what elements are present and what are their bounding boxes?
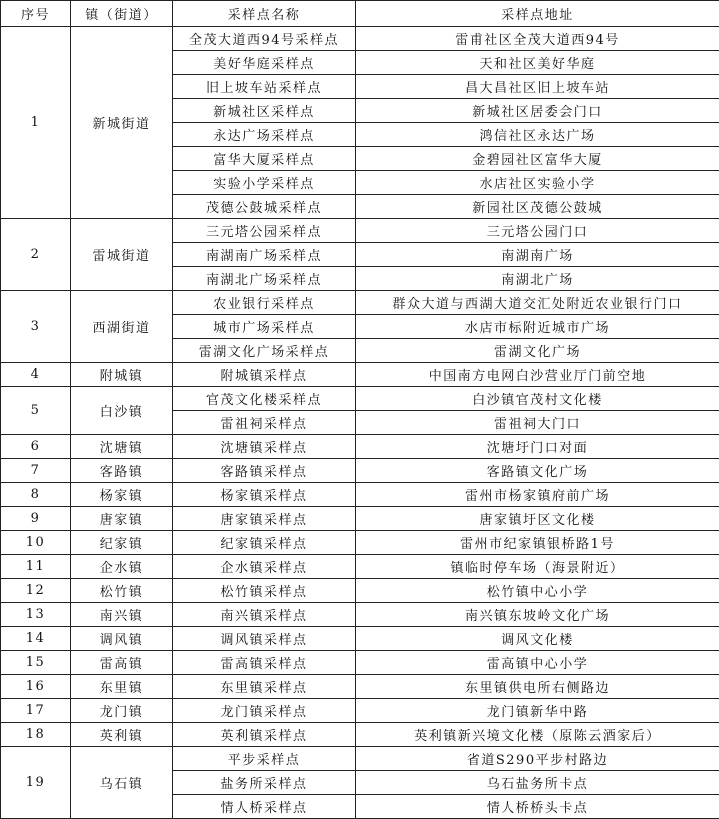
site-name: 富华大厦采样点 xyxy=(173,147,356,171)
town-name: 企水镇 xyxy=(71,555,173,579)
site-address: 东里镇供电所右侧路边 xyxy=(356,675,719,699)
site-address: 雷祖祠大门口 xyxy=(356,411,719,435)
row-number: 4 xyxy=(1,363,71,387)
row-number: 19 xyxy=(1,747,71,819)
town-name: 附城镇 xyxy=(71,363,173,387)
site-address: 水店市标附近城市广场 xyxy=(356,315,719,339)
table-row xyxy=(1,555,719,579)
site-name: 永达广场采样点 xyxy=(173,123,356,147)
site-name: 三元塔公园采样点 xyxy=(173,219,356,243)
table-row xyxy=(1,363,719,387)
site-name: 东里镇采样点 xyxy=(173,675,356,699)
site-name: 雷祖祠采样点 xyxy=(173,411,356,435)
table-row xyxy=(1,27,719,51)
town-name: 松竹镇 xyxy=(71,579,173,603)
table-row xyxy=(1,435,719,459)
town-name: 雷高镇 xyxy=(71,651,173,675)
town-name: 东里镇 xyxy=(71,675,173,699)
site-name: 平步采样点 xyxy=(173,747,356,771)
site-address: 鸿信社区永达广场 xyxy=(356,123,719,147)
site-name: 全茂大道西94号采样点 xyxy=(173,27,356,51)
town-name: 南兴镇 xyxy=(71,603,173,627)
site-address: 唐家镇圩区文化楼 xyxy=(356,507,719,531)
town-name: 西湖街道 xyxy=(71,291,173,363)
site-name: 纪家镇采样点 xyxy=(173,531,356,555)
site-name: 旧上坡车站采样点 xyxy=(173,75,356,99)
table-row xyxy=(1,219,719,243)
site-address: 金碧园社区富华大厦 xyxy=(356,147,719,171)
site-name: 龙门镇采样点 xyxy=(173,699,356,723)
row-number: 5 xyxy=(1,387,71,435)
row-number: 3 xyxy=(1,291,71,363)
table-row xyxy=(1,507,719,531)
site-address: 英利镇新兴境文化楼（原陈云酒家后） xyxy=(356,723,719,747)
site-name: 调风镇采样点 xyxy=(173,627,356,651)
row-number: 11 xyxy=(1,555,71,579)
site-address: 龙门镇新华中路 xyxy=(356,699,719,723)
table-row xyxy=(1,291,719,315)
header-row xyxy=(1,1,719,27)
site-address: 新园社区茂德公鼓城 xyxy=(356,195,719,219)
site-name: 南兴镇采样点 xyxy=(173,603,356,627)
town-name: 新城街道 xyxy=(71,27,173,219)
site-name: 新城社区采样点 xyxy=(173,99,356,123)
site-address: 南湖北广场 xyxy=(356,267,719,291)
row-number: 2 xyxy=(1,219,71,291)
site-address: 南湖南广场 xyxy=(356,243,719,267)
header-town: 镇（街道） xyxy=(71,1,173,27)
town-name: 英利镇 xyxy=(71,723,173,747)
site-address: 镇临时停车场（海景附近） xyxy=(356,555,719,579)
table-row xyxy=(1,675,719,699)
table-row xyxy=(1,627,719,651)
town-name: 白沙镇 xyxy=(71,387,173,435)
site-address: 乌石盐务所卡点 xyxy=(356,771,719,795)
header-no: 序号 xyxy=(1,1,71,27)
row-number: 7 xyxy=(1,459,71,483)
table-row xyxy=(1,531,719,555)
row-number: 16 xyxy=(1,675,71,699)
site-name: 客路镇采样点 xyxy=(173,459,356,483)
site-name: 附城镇采样点 xyxy=(173,363,356,387)
town-name: 沈塘镇 xyxy=(71,435,173,459)
site-name: 美好华庭采样点 xyxy=(173,51,356,75)
site-address: 雷高镇中心小学 xyxy=(356,651,719,675)
site-address: 群众大道与西湖大道交汇处附近农业银行门口 xyxy=(356,291,719,315)
town-name: 唐家镇 xyxy=(71,507,173,531)
site-address: 三元塔公园门口 xyxy=(356,219,719,243)
site-name: 盐务所采样点 xyxy=(173,771,356,795)
site-name: 企水镇采样点 xyxy=(173,555,356,579)
row-number: 17 xyxy=(1,699,71,723)
row-number: 9 xyxy=(1,507,71,531)
site-name: 南湖北广场采样点 xyxy=(173,267,356,291)
site-address: 南兴镇东坡岭文化广场 xyxy=(356,603,719,627)
table-body xyxy=(1,27,719,819)
site-name: 茂德公鼓城采样点 xyxy=(173,195,356,219)
table-row xyxy=(1,387,719,411)
header-site-address: 采样点地址 xyxy=(356,1,719,27)
table-row xyxy=(1,651,719,675)
table-row xyxy=(1,747,719,771)
table-row xyxy=(1,483,719,507)
table-row xyxy=(1,723,719,747)
site-address: 雷湖文化广场 xyxy=(356,339,719,363)
site-address: 昌大昌社区旧上坡车站 xyxy=(356,75,719,99)
site-address: 水店社区实验小学 xyxy=(356,171,719,195)
row-number: 14 xyxy=(1,627,71,651)
site-address: 客路镇文化广场 xyxy=(356,459,719,483)
site-address: 雷州市杨家镇府前广场 xyxy=(356,483,719,507)
row-number: 18 xyxy=(1,723,71,747)
table-row xyxy=(1,603,719,627)
site-address: 雷甫社区全茂大道西94号 xyxy=(356,27,719,51)
row-number: 12 xyxy=(1,579,71,603)
town-name: 雷城街道 xyxy=(71,219,173,291)
site-address: 雷州市纪家镇银桥路1号 xyxy=(356,531,719,555)
town-name: 杨家镇 xyxy=(71,483,173,507)
site-address: 省道S290平步村路边 xyxy=(356,747,719,771)
site-address: 沈塘圩门口对面 xyxy=(356,435,719,459)
site-address: 白沙镇官茂村文化楼 xyxy=(356,387,719,411)
row-number: 10 xyxy=(1,531,71,555)
site-name: 沈塘镇采样点 xyxy=(173,435,356,459)
site-address: 松竹镇中心小学 xyxy=(356,579,719,603)
site-name: 农业银行采样点 xyxy=(173,291,356,315)
site-name: 南湖南广场采样点 xyxy=(173,243,356,267)
row-number: 13 xyxy=(1,603,71,627)
row-number: 6 xyxy=(1,435,71,459)
site-name: 雷湖文化广场采样点 xyxy=(173,339,356,363)
site-name: 英利镇采样点 xyxy=(173,723,356,747)
site-address: 情人桥桥头卡点 xyxy=(356,795,719,819)
site-name: 实验小学采样点 xyxy=(173,171,356,195)
row-number: 8 xyxy=(1,483,71,507)
table-row xyxy=(1,579,719,603)
site-name: 唐家镇采样点 xyxy=(173,507,356,531)
site-name: 雷高镇采样点 xyxy=(173,651,356,675)
site-name: 杨家镇采样点 xyxy=(173,483,356,507)
table-row xyxy=(1,699,719,723)
town-name: 纪家镇 xyxy=(71,531,173,555)
town-name: 龙门镇 xyxy=(71,699,173,723)
site-name: 官茂文化楼采样点 xyxy=(173,387,356,411)
site-address: 调风文化楼 xyxy=(356,627,719,651)
header-site-name: 采样点名称 xyxy=(173,1,356,27)
site-name: 城市广场采样点 xyxy=(173,315,356,339)
row-number: 15 xyxy=(1,651,71,675)
site-address: 中国南方电网白沙营业厅门前空地 xyxy=(356,363,719,387)
town-name: 客路镇 xyxy=(71,459,173,483)
table-row xyxy=(1,459,719,483)
site-name: 松竹镇采样点 xyxy=(173,579,356,603)
town-name: 乌石镇 xyxy=(71,747,173,819)
town-name: 调风镇 xyxy=(71,627,173,651)
row-number: 1 xyxy=(1,27,71,219)
site-address: 天和社区美好华庭 xyxy=(356,51,719,75)
site-address: 新城社区居委会门口 xyxy=(356,99,719,123)
site-name: 情人桥采样点 xyxy=(173,795,356,819)
